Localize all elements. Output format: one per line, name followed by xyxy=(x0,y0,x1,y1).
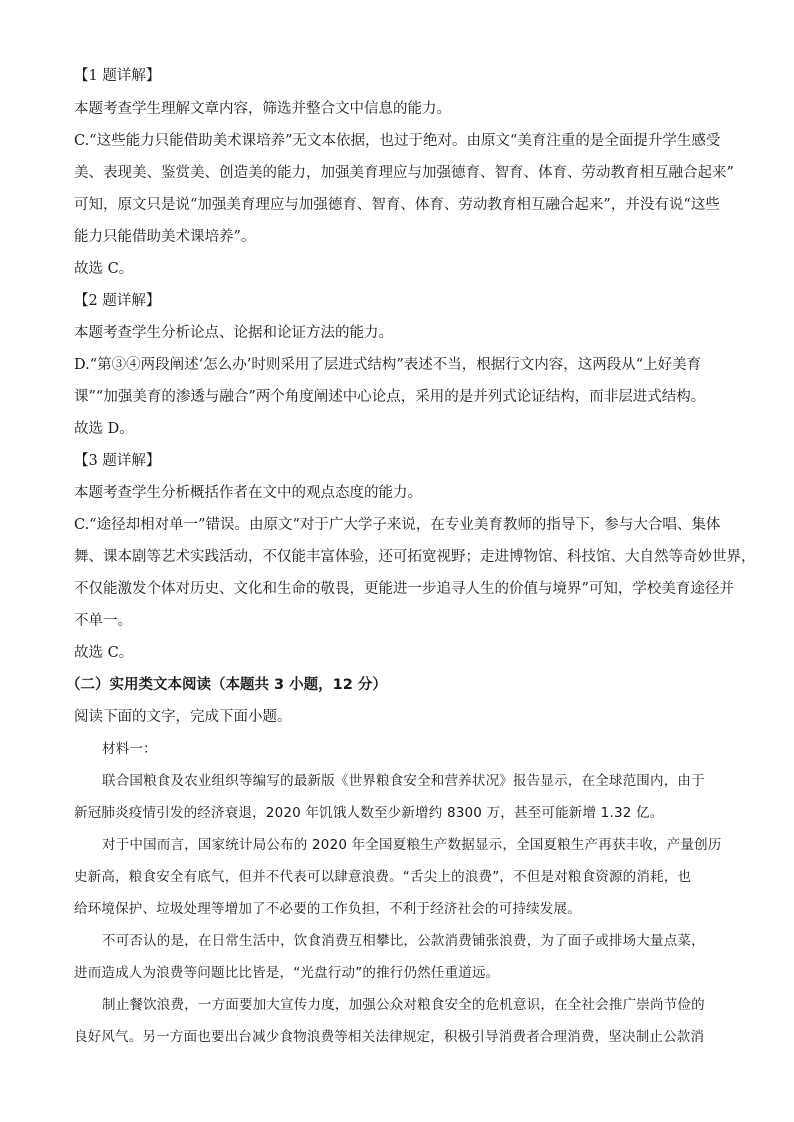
material-paragraph-line: 良好风气。另一方面也要出台减少食物浪费等相关法律规定，积极引导消费者合理消费，坚决制止公款消 xyxy=(74,1029,705,1045)
q2-intro: 本题考查学生分析论点、论据和论证方法的能力。 xyxy=(74,325,393,341)
q2-body-line: 课”“加强美育的渗透与融合”两个角度阐述中心论点，采用的是并列式论证结构，而非层进式结构。 xyxy=(74,389,706,405)
q1-intro: 本题考查学生理解文章内容，筛选并整合文中信息的能力。 xyxy=(74,101,451,117)
q3-body-line: 不仅能激发个体对历史、文化和生命的敬畏，更能进一步追寻人生的价值与境界”可知，学校美育途径并 xyxy=(74,581,734,597)
q3-intro: 本题考查学生分析概括作者在文中的观点态度的能力。 xyxy=(74,485,422,501)
reading-instruction: 阅读下面的文字，完成下面小题。 xyxy=(74,709,292,725)
material-paragraph-line: 史新高，粮食安全有底气，但并不代表可以肆意浪费。“舌尖上的浪费”，不但是对粮食资源的消耗，也 xyxy=(74,869,692,885)
q2-heading: 【2 题详解】 xyxy=(74,293,161,309)
material-paragraph-line: 制止餐饮浪费，一方面要加大宣传力度，加强公众对粮食安全的危机意识，在全社会推广崇尚节俭的 xyxy=(102,997,705,1013)
q1-body-line: 美、表现美、鉴赏美、创造美的能力，加强美育理应与加强德育、智育、体育、劳动教育相互融合起来” xyxy=(74,165,734,181)
material-label: 材料一： xyxy=(102,741,157,757)
q1-answer: 故选 C。 xyxy=(74,261,134,277)
q1-body-line: C.“这些能力只能借助美术课培养”无文本依据，也过于绝对。由原文“美育注重的是全面提升学生感受 xyxy=(74,133,721,149)
material-paragraph-line: 进而造成人为浪费等问题比比皆是，“光盘行动”的推行仍然任重道远。 xyxy=(74,965,500,981)
material-paragraph-line: 对于中国而言，国家统计局公布的 2020 年全国夏粮生产数据显示，全国夏粮生产再获丰收，产量创历 xyxy=(102,837,722,853)
section-title: （二）实用类文本阅读（本题共 3 小题，12 分） xyxy=(66,677,387,693)
q2-body-line: D.“第③④两段阐述‘怎么办’时则采用了层进式结构”表述不当，根据行文内容，这两段从“上好美育 xyxy=(74,357,702,373)
q3-body-line: 舞、课本剧等艺术实践活动，不仅能丰富体验，还可拓宽视野；走进博物馆、科技馆、大自然等奇妙世界， xyxy=(74,549,756,565)
material-paragraph-line: 新冠肺炎疫情引发的经济衰退，2020 年饥饿人数至少新增约 8300 万，甚至可能新增 1.32 亿。 xyxy=(74,805,664,821)
material-paragraph-line: 联合国粮食及农业组织等编写的最新版《世界粮食安全和营养状况》报告显示，在全球范围内，由于 xyxy=(102,773,705,789)
q1-body-line: 能力只能借助美术课培养”。 xyxy=(74,229,256,245)
material-paragraph-line: 给环境保护、垃圾处理等增加了不必要的工作负担，不利于经济社会的可持续发展。 xyxy=(74,901,581,917)
q2-answer: 故选 D。 xyxy=(74,421,134,437)
q1-body-line: 可知，原文只是说“加强美育理应与加强德育、智育、体育、劳动教育相互融合起来”，并没有说“这些 xyxy=(74,197,720,213)
material-paragraph-line: 不可否认的是，在日常生活中，饮食消费互相攀比，公款消费铺张浪费，为了面子或排场大量点菜， xyxy=(102,933,705,949)
q3-answer: 故选 C。 xyxy=(74,645,134,661)
q3-heading: 【3 题详解】 xyxy=(74,453,161,469)
q3-body-line: 不单一。 xyxy=(74,613,132,629)
q3-body-line: C.“途径却相对单一”错误。由原文“对于广大学子来说，在专业美育教师的指导下，参与大合唱、集体 xyxy=(74,517,721,533)
q1-heading: 【1 题详解】 xyxy=(74,68,161,84)
